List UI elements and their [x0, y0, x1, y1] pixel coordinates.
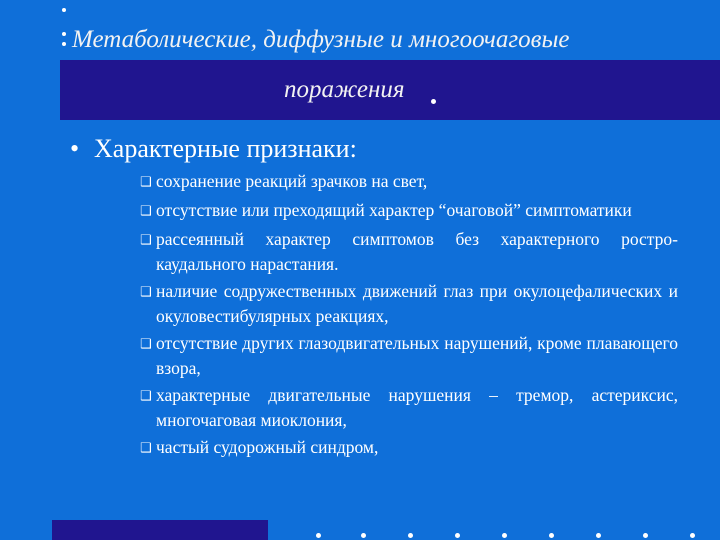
decorative-dot — [62, 42, 66, 46]
checkbox-bullet-icon: ❑ — [140, 336, 152, 352]
list-item — [140, 199, 678, 224]
heading-text: Характерные признаки: — [94, 134, 357, 163]
decorative-dot — [690, 533, 695, 538]
checkbox-bullet-icon: ❑ — [140, 285, 152, 301]
decorative-dot — [643, 533, 648, 538]
list-item-text: наличие содружественных движений глаз при окулоцефалических и окуловестибулярных реакциях, — [156, 281, 678, 326]
heading-bullet: • — [70, 134, 80, 163]
decorative-dot — [408, 533, 413, 538]
footer-bar — [52, 520, 268, 540]
slide-title-line1: Метаболические, диффузные и многоочаговые — [72, 26, 570, 53]
decorative-dot — [62, 8, 66, 12]
list-item — [140, 384, 678, 432]
list-item-text: рассеянный характер симптомов без характерного ростро-каудального нарастания. — [156, 229, 678, 274]
feature-list — [140, 170, 678, 465]
decorative-dot — [455, 533, 460, 538]
list-item-text: частый судорожный синдром, — [156, 436, 379, 457]
checkbox-bullet-icon: ❑ — [140, 204, 152, 220]
list-item-text: отсутствие других глазодвигательных нарушений, кроме плавающего взора, — [156, 332, 678, 378]
list-item — [140, 280, 678, 328]
list-item — [140, 228, 678, 276]
list-item — [140, 436, 678, 461]
checkbox-bullet-icon: ❑ — [140, 388, 152, 404]
decorative-dot — [62, 32, 66, 36]
list-item — [140, 170, 678, 195]
list-item-text: сохранение реакций зрачков на свет, — [156, 171, 428, 191]
list-item — [140, 332, 678, 380]
slide-title-line2: поражения — [284, 76, 405, 103]
decorative-dot — [316, 533, 321, 538]
title-end-dot — [431, 99, 436, 104]
list-item-text: характерные двигательные нарушения – тремор, астериксис, многочаговая миоклония, — [156, 384, 678, 430]
list-item-text: отсутствие или преходящий характер “очаговой” симптоматики — [156, 200, 632, 221]
checkbox-bullet-icon: ❑ — [140, 233, 152, 249]
decorative-dot — [549, 533, 554, 538]
checkbox-bullet-icon: ❑ — [140, 175, 152, 190]
decorative-dot — [361, 533, 366, 538]
decorative-dot — [596, 533, 601, 538]
heading — [70, 134, 357, 164]
decorative-dot — [502, 533, 507, 538]
checkbox-bullet-icon: ❑ — [140, 440, 152, 456]
